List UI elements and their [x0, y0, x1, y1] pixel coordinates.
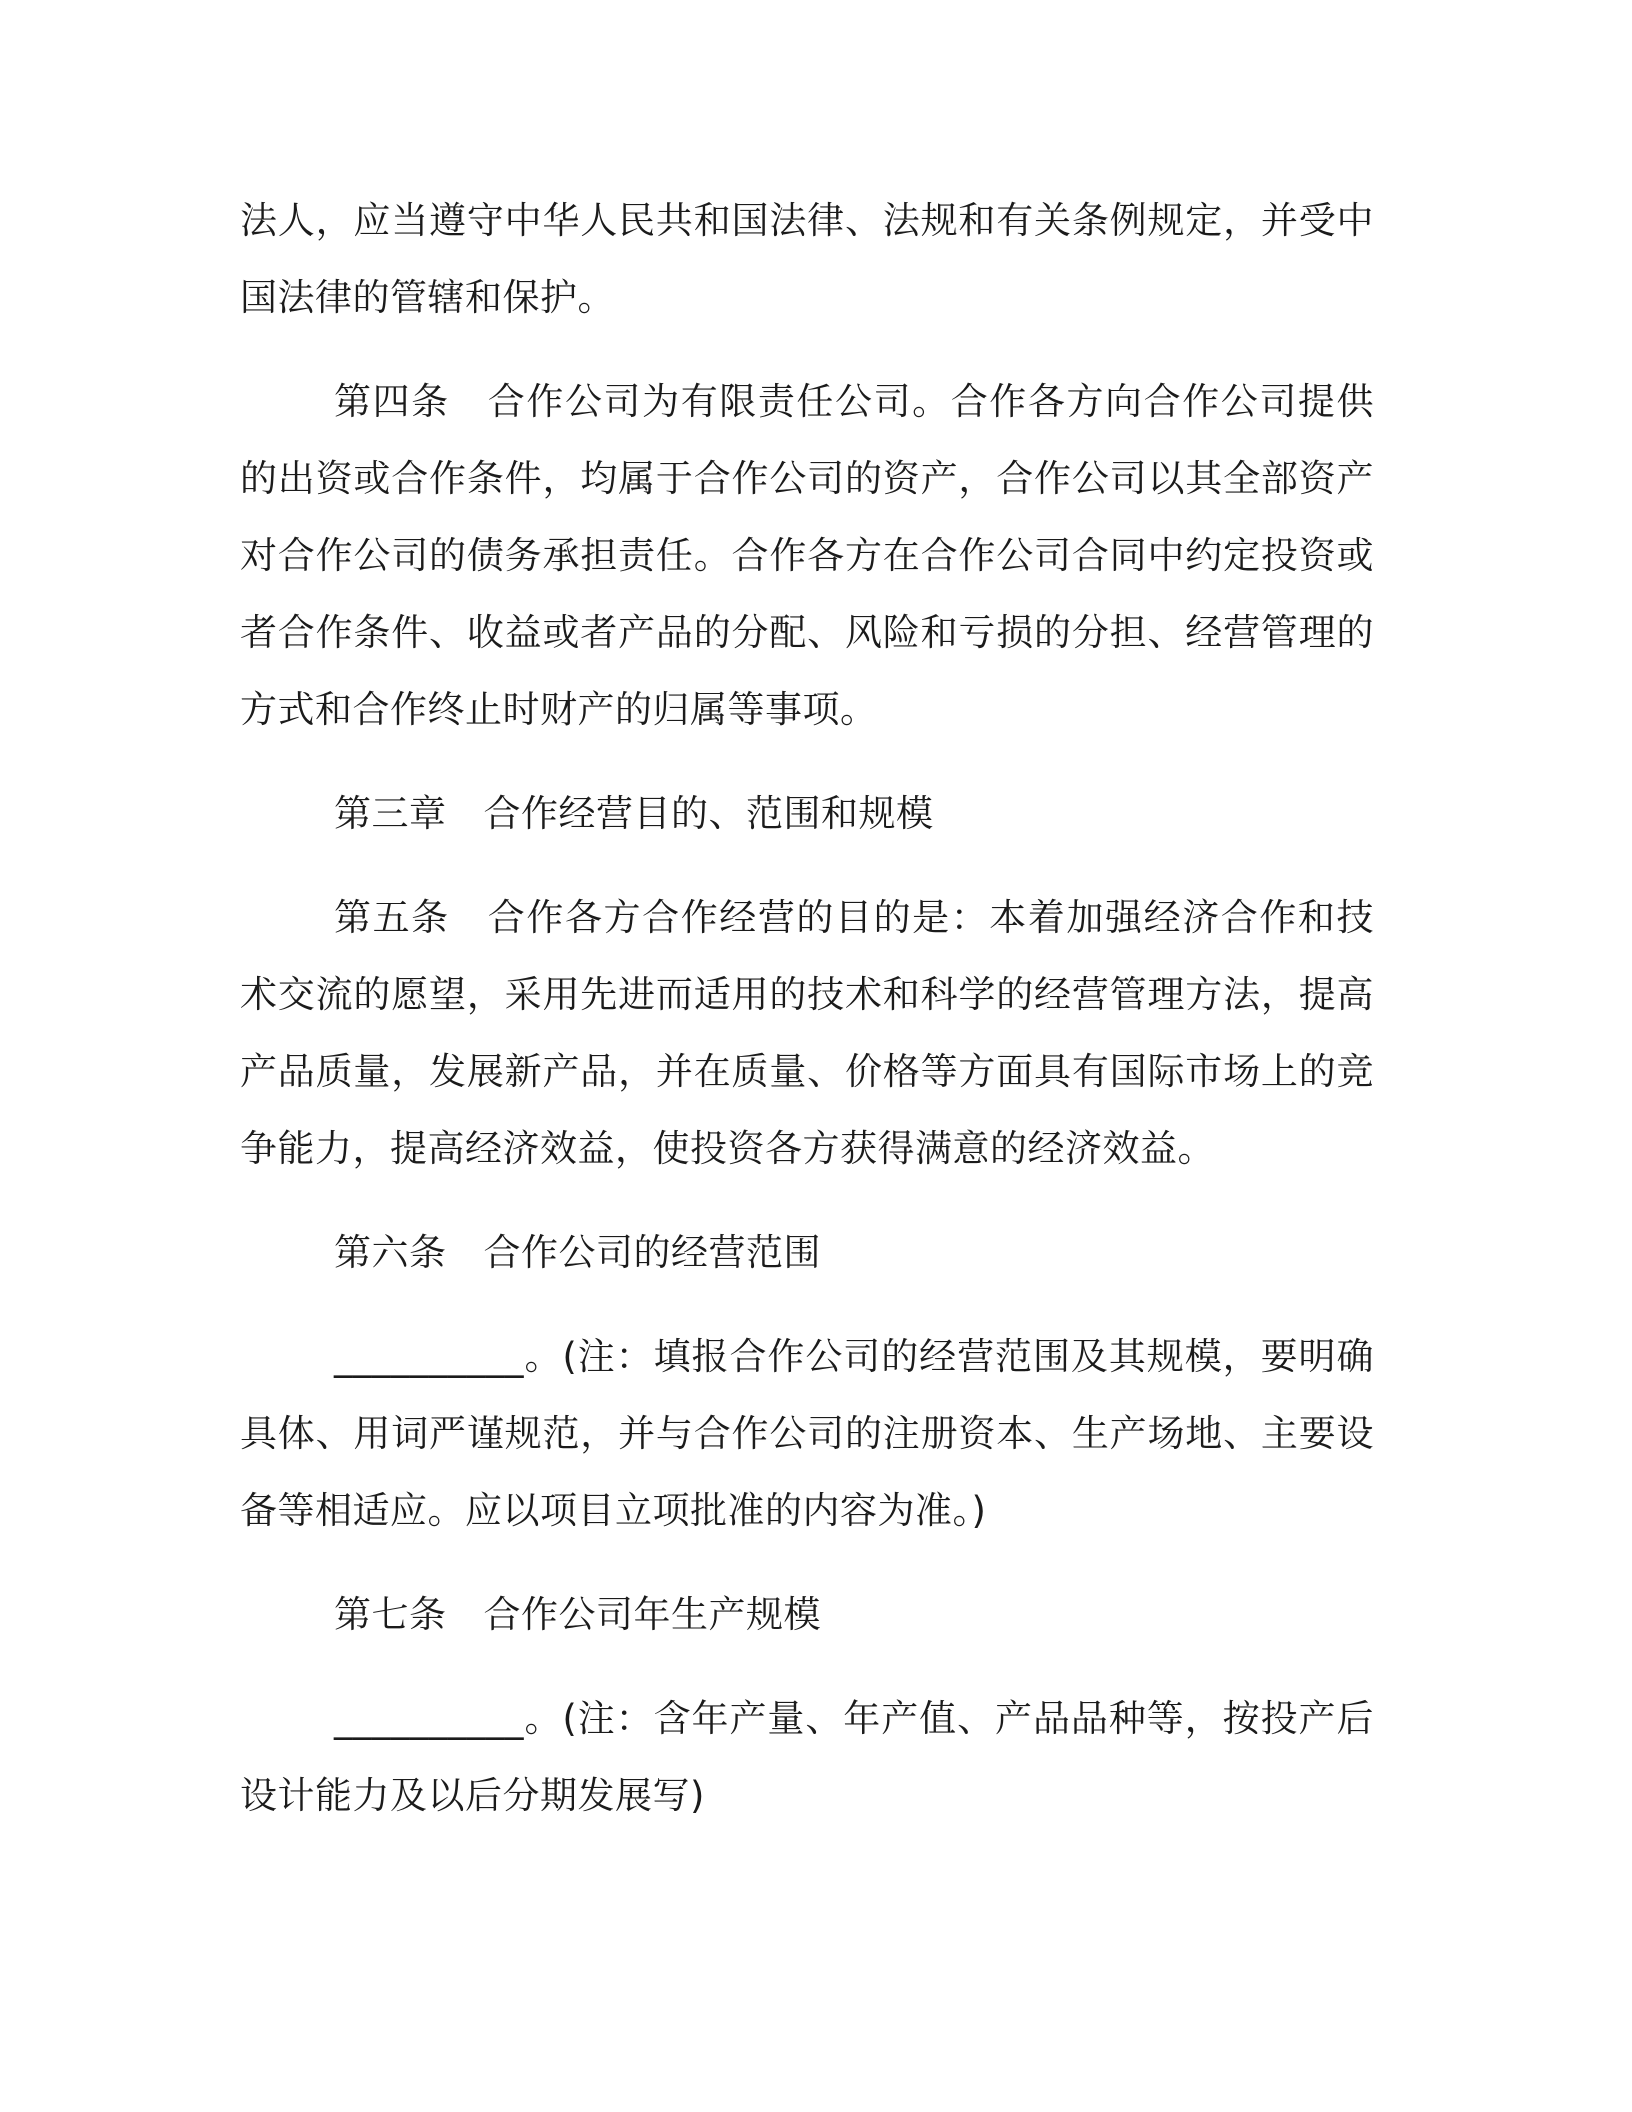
- fill-in-text: __________。(注：含年产量、年产值、产品品种等，按投产后设计能力及以后分期发展写): [240, 1697, 1374, 1817]
- article-text: 合作公司年生产规模: [483, 1593, 821, 1636]
- chapter-heading: 第三章: [334, 792, 447, 835]
- article-7: [240, 1576, 1374, 1653]
- article-heading: 第五条: [334, 896, 450, 939]
- article-4: [240, 363, 1374, 748]
- article-text: 合作各方合作经营的目的是：本着加强经济合作和技术交流的愿望，采用先进而适用的技术和科学的经营管理方法，提高产品质量，发展新产品，并在质量、价格等方面具有国际市场上的竞争能力，提高经济效益，使投资各方获得满意的经济效益。: [240, 896, 1375, 1170]
- article-text: 合作公司的经营范围: [483, 1231, 821, 1274]
- paragraph-text: 法人，应当遵守中华人民共和国法律、法规和有关条例规定，并受中国法律的管辖和保护。: [240, 199, 1374, 319]
- article-heading: 第四条: [334, 380, 450, 423]
- article-6-fill-in: [240, 1318, 1374, 1549]
- article-6: [240, 1214, 1374, 1291]
- document-page: [240, 182, 1374, 1861]
- paragraph-legal-person: [240, 182, 1374, 336]
- article-heading: 第六条: [334, 1231, 447, 1274]
- article-5: [240, 879, 1374, 1187]
- chapter-3-heading: [240, 775, 1374, 852]
- chapter-title: 合作经营目的、范围和规模: [483, 792, 934, 835]
- article-heading: 第七条: [334, 1593, 447, 1636]
- fill-in-text: __________。(注：填报合作公司的经营范围及其规模，要明确具体、用词严谨规范，并与合作公司的注册资本、生产场地、主要设备等相适应。应以项目立项批准的内容为准。): [240, 1335, 1374, 1532]
- article-text: 合作公司为有限责任公司。合作各方向合作公司提供的出资或合作条件，均属于合作公司的资产，合作公司以其全部资产对合作公司的债务承担责任。合作各方在合作公司合同中约定投资或者合作条件、收益或者产品的分配、风险和亏损的分担、经营管理的方式和合作终止时财产的归属等事项。: [240, 380, 1375, 731]
- article-7-fill-in: [240, 1680, 1374, 1834]
